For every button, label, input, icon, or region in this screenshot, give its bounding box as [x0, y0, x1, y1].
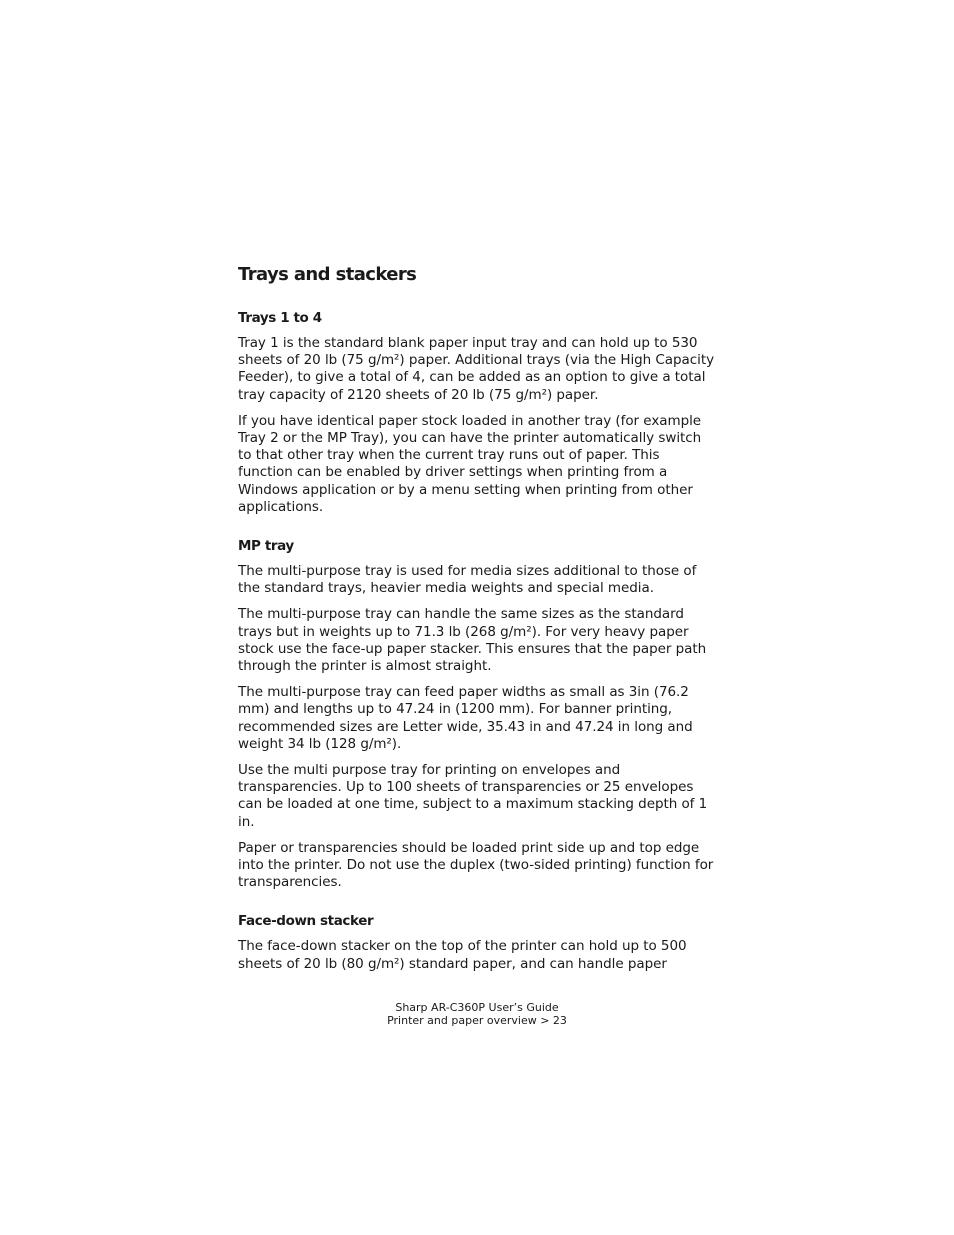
paragraph: Tray 1 is the standard blank paper input tray and can hold up to 530 sheets of 20 lb (75 g/m²) paper. Additional trays (via the High Capacity Feeder), to give a total of 4, can be added as an option to give a total tray capacity of 2120 sheets of 20 lb (75 g/m²) paper.	[238, 335, 715, 403]
paragraph: Use the multi purpose tray for printing on envelopes and transparencies. Up to 100 sheets of transparencies or 25 envelopes can be loaded at one time, subject to a maximum stacking depth of 1 in.	[238, 762, 708, 830]
section-heading: MP tray	[238, 538, 294, 555]
paragraph: The multi-purpose tray can feed paper widths as small as 3in (76.2 mm) and lengths up to 47.24 in (1200 mm). For banner printing, recommended sizes are Letter wide, 35.43 in and 47.24 in long and weight 34 lb (128 g/m²).	[238, 684, 693, 752]
paragraph: The face-down stacker on the top of the printer can hold up to 500 sheets of 20 lb (80 g/m²) standard paper, and can handle paper	[238, 938, 687, 972]
section-mp-tray	[238, 536, 718, 891]
paragraph: Paper or transparencies should be loaded print side up and top edge into the printer. Do not use the duplex (two-sided printing) function for transparencies.	[238, 839, 714, 891]
section-face-down-stacker	[238, 911, 718, 972]
page-content	[238, 262, 718, 982]
section-heading: Trays 1 to 4	[238, 310, 322, 326]
paragraph: The multi-purpose tray is used for media sizes additional to those of the standard trays, heavier media weights and special media.	[238, 563, 697, 597]
section-heading: Face-down stacker	[238, 913, 374, 930]
paragraph: If you have identical paper stock loaded in another tray (for example Tray 2 or the MP Tray), you can have the printer automatically switch to that other tray when the current tray runs out of paper. This function can be enabled by driver settings when printing from a Windows application or by a menu setting when printing from other applications.	[238, 412, 702, 515]
page-footer	[0, 1002, 954, 1027]
paragraph: The multi-purpose tray can handle the same sizes as the standard trays but in weights up to 71.3 lb (268 g/m²). For very heavy paper stock use the face-up paper stacker. This ensures that the paper path through the printer is almost straight.	[238, 606, 707, 675]
section-trays-1-to-4	[238, 308, 718, 516]
footer-guide-name: Sharp AR-C360P User’s Guide	[395, 1001, 559, 1014]
footer-page-reference: Printer and paper overview > 23	[387, 1013, 567, 1027]
page-title: Trays and stackers	[238, 264, 417, 285]
